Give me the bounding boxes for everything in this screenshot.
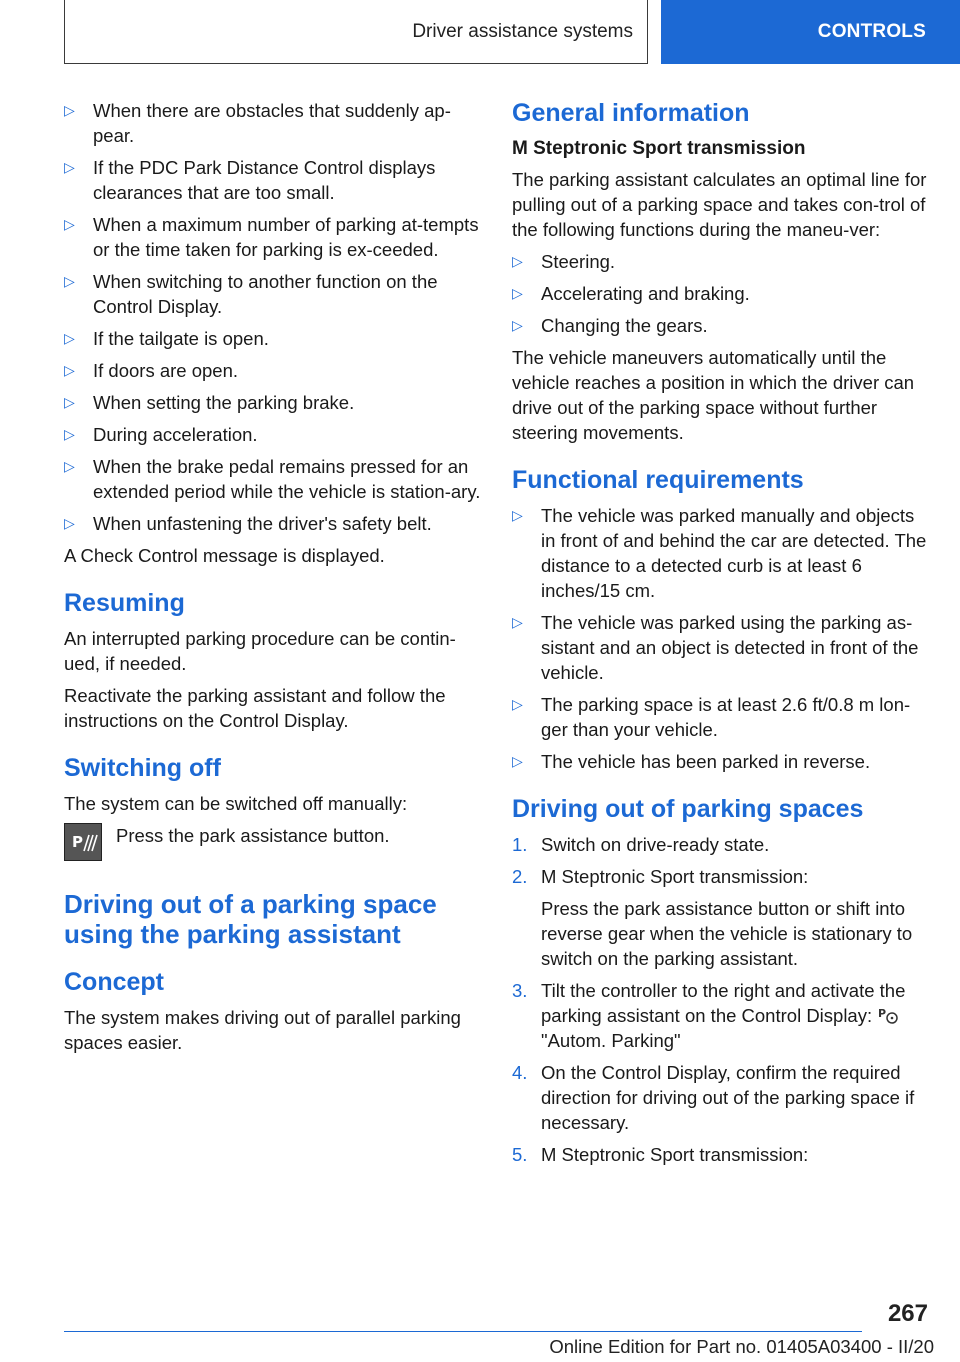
list-item: [64, 358, 482, 383]
svg-text:P: P: [72, 833, 83, 851]
step-item: [512, 1060, 930, 1135]
list-item-text: The vehicle was parked using the parking as‐sistant and an object is detected in front of the vehicle.: [541, 612, 919, 683]
footer-divider: [64, 1331, 862, 1332]
bullet-marker: ▷: [512, 253, 523, 269]
resuming-paragraph-2: Reactivate the parking assistant and follow the instructions on the Control Display.: [64, 685, 446, 731]
step-number: 5.: [512, 1144, 528, 1165]
list-item: [512, 610, 930, 685]
step-number: 1.: [512, 834, 528, 855]
header-chapter-tab: [661, 0, 960, 64]
concept-paragraph: The system makes driving out of parallel parking spaces easier.: [64, 1007, 461, 1053]
list-item: [64, 155, 482, 205]
step-text: Tilt the controller to the right and activate the parking assistant on the Control Display:: [541, 980, 906, 1026]
list-item: [64, 422, 482, 447]
list-item-text: When unfastening the driver's safety belt.: [93, 513, 432, 534]
right-column: [512, 98, 930, 1174]
list-item: [64, 212, 482, 262]
switching-off-heading: Switching off: [64, 754, 221, 782]
list-item-text: Steering.: [541, 251, 616, 272]
list-item-text: When setting the parking brake.: [93, 392, 355, 413]
concept-heading: Concept: [64, 968, 164, 996]
park-assist-menu-icon: [877, 1005, 899, 1025]
step-item: [512, 864, 930, 889]
step-2-continuation: Press the park assistance button or shift into reverse gear when the vehicle is stationary to switch on the parking assistant.: [541, 898, 913, 969]
bullet-marker: ▷: [512, 285, 523, 301]
list-item-text: If the tailgate is open.: [93, 328, 269, 349]
list-item: [512, 692, 930, 742]
list-item-text: Accelerating and braking.: [541, 283, 750, 304]
list-item: [512, 749, 930, 774]
list-item-text: During acceleration.: [93, 424, 258, 445]
bullet-marker: ▷: [64, 394, 75, 410]
list-item: [512, 503, 930, 603]
step-text: On the Control Display, confirm the required direction for driving out of the parking space if necessary.: [541, 1062, 915, 1133]
transmission-subheading: M Steptronic Sport transmission: [512, 138, 806, 159]
step-number: 3.: [512, 980, 528, 1001]
list-item-text: When the brake pedal remains pressed for an extended period while the vehicle is station‐ary.: [93, 456, 481, 502]
step-number: 4.: [512, 1062, 528, 1083]
park-button-instruction: [64, 823, 482, 863]
driving-out-heading: Driving out of parking spaces: [512, 795, 864, 823]
step-number: 2.: [512, 866, 528, 887]
header-section-box: [64, 0, 648, 64]
bullet-marker: ▷: [64, 362, 75, 378]
step-text: M Steptronic Sport transmission:: [541, 866, 809, 887]
bullet-marker: ▷: [512, 507, 523, 523]
bullet-marker: ▷: [512, 317, 523, 333]
list-item-text: When a maximum number of parking at‐tempts or the time taken for parking is ex‐ceeded.: [93, 214, 479, 260]
list-item-text: When switching to another function on the Control Display.: [93, 271, 438, 317]
bullet-marker: ▷: [64, 216, 75, 232]
step-item: [512, 832, 930, 857]
header-section-title: Driver assistance systems: [412, 20, 633, 42]
list-item-text: Changing the gears.: [541, 315, 708, 336]
check-control-text: A Check Control message is displayed.: [64, 545, 385, 566]
driving-out-section-heading: Driving out of a parking space using the parking assistant: [64, 889, 437, 949]
list-item-text: When there are obstacles that suddenly ap‐pear.: [93, 100, 451, 146]
switching-off-paragraph: The system can be switched off manually:: [64, 793, 408, 814]
general-information-heading: General information: [512, 99, 750, 127]
step-3-menu-label: "Autom. Parking": [541, 1030, 681, 1051]
list-item-text: If doors are open.: [93, 360, 239, 381]
bullet-marker: ▷: [64, 458, 75, 474]
resuming-heading: Resuming: [64, 589, 185, 617]
step-text: Switch on drive-ready state.: [541, 834, 770, 855]
resuming-paragraph-1: An interrupted parking procedure can be contin‐ued, if needed.: [64, 628, 456, 674]
park-assist-button-icon: [64, 823, 102, 861]
list-item: [64, 269, 482, 319]
functional-requirements-heading: Functional requirements: [512, 466, 804, 494]
list-item: [64, 326, 482, 351]
list-item-text: The vehicle has been parked in reverse.: [541, 751, 871, 772]
bullet-marker: ▷: [512, 753, 523, 769]
svg-text:P: P: [878, 1007, 887, 1020]
left-column: [64, 98, 482, 1062]
bullet-marker: ▷: [64, 273, 75, 289]
list-item: [64, 390, 482, 415]
list-item: [512, 313, 930, 338]
list-item: [64, 98, 482, 148]
list-item: [512, 249, 930, 274]
step-item: [512, 978, 930, 1053]
list-item-text: If the PDC Park Distance Control displays clearances that are too small.: [93, 157, 436, 203]
list-item-text: The vehicle was parked manually and objects in front of and behind the car are detected. The distance to a detected curb is at least 6 inches/15 cm.: [541, 505, 927, 601]
step-text: M Steptronic Sport transmission:: [541, 1144, 809, 1165]
list-item-text: The parking space is at least 2.6 ft/0.8 m lon‐ger than your vehicle.: [541, 694, 911, 740]
bullet-marker: ▷: [64, 515, 75, 531]
header-chapter-title: CONTROLS: [817, 21, 926, 42]
park-button-text: Press the park assistance button.: [116, 825, 390, 846]
bullet-marker: ▷: [64, 330, 75, 346]
footer-edition: Online Edition for Part no. 01405A03400 - II/20: [549, 1336, 934, 1357]
general-paragraph-2: The vehicle maneuvers automatically until the vehicle reaches a position in which the driver can drive out of the parking space without further steering movements.: [512, 347, 915, 443]
list-item: [64, 454, 482, 504]
bullet-marker: ▷: [64, 426, 75, 442]
bullet-marker: ▷: [512, 614, 523, 630]
step-item: [512, 1142, 930, 1167]
list-item: [64, 511, 482, 536]
bullet-marker: ▷: [64, 159, 75, 175]
page-number: 267: [887, 1300, 928, 1327]
general-paragraph-1: The parking assistant calculates an optimal line for pulling out of a parking space and takes con‐trol of the following functions during the maneu‐ver:: [512, 169, 927, 240]
list-item: [512, 281, 930, 306]
bullet-marker: ▷: [64, 102, 75, 118]
bullet-marker: ▷: [512, 696, 523, 712]
